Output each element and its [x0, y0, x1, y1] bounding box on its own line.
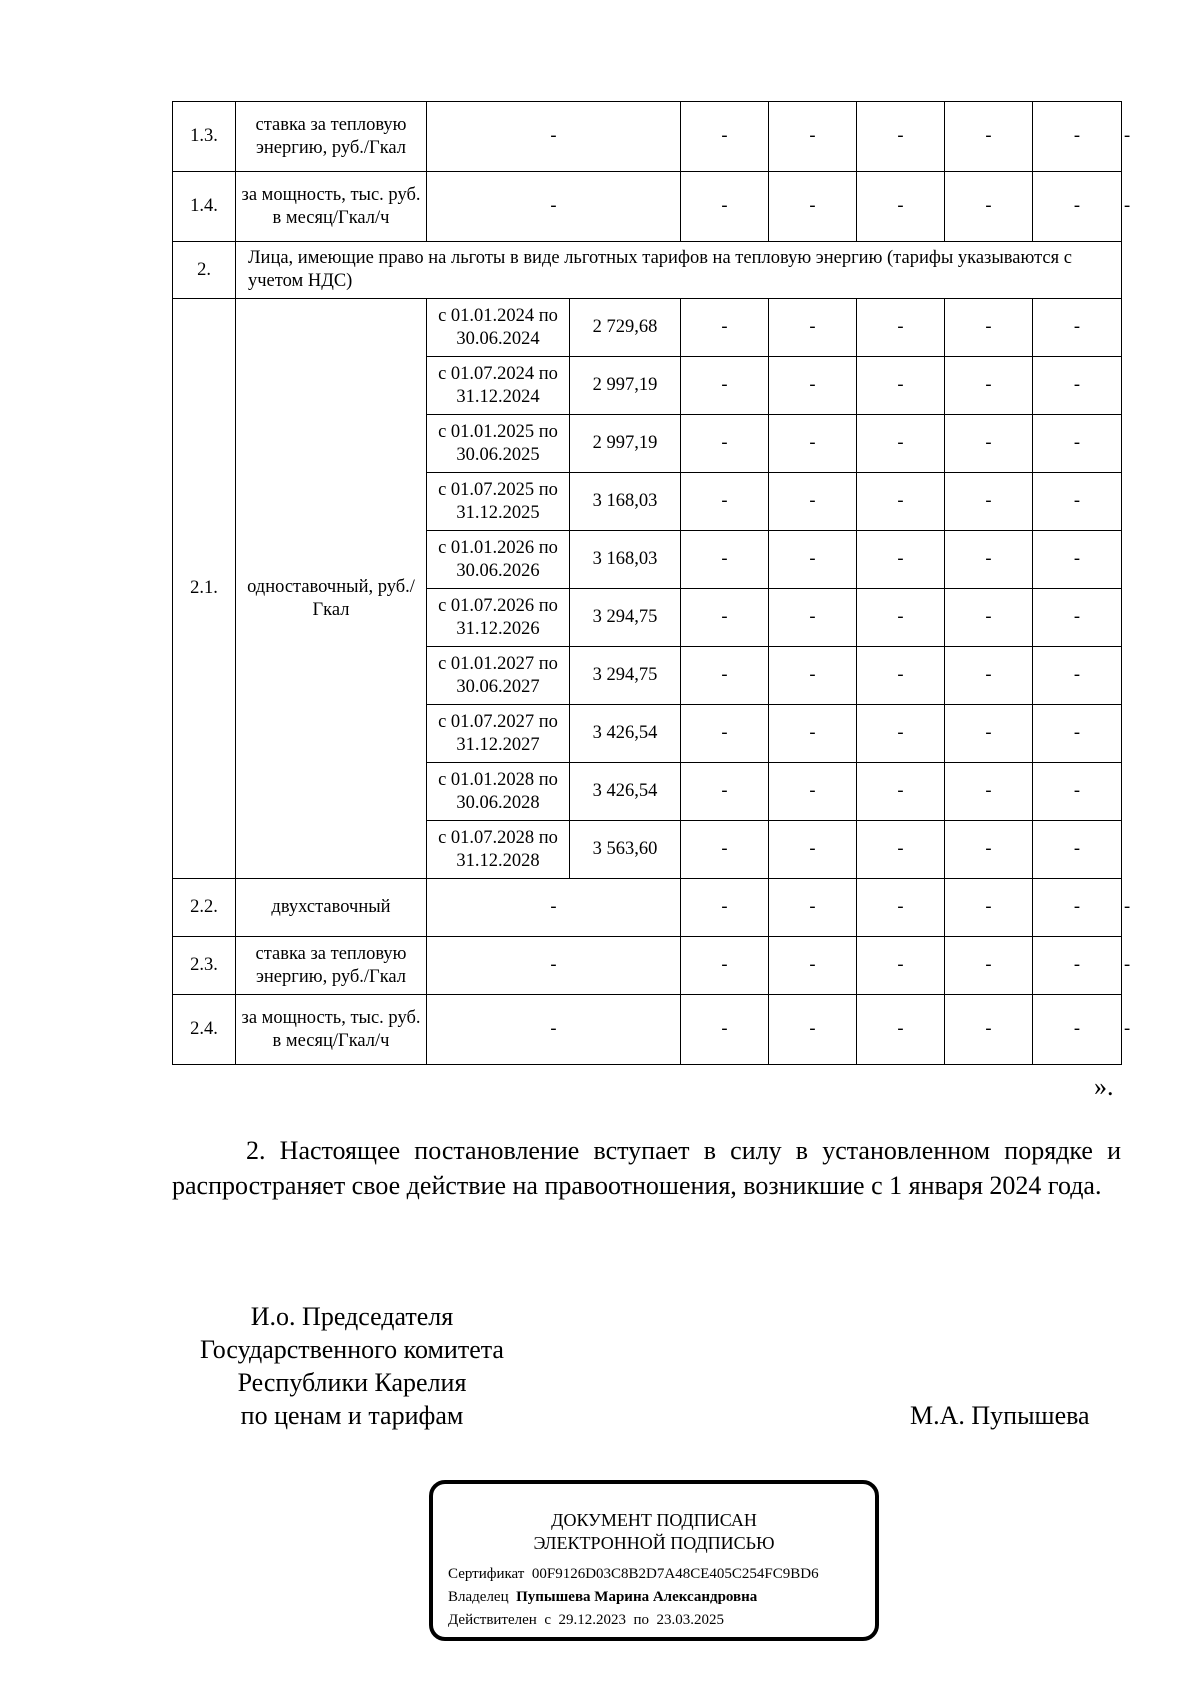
signatory-name: М.А. Пупышева — [910, 1401, 1090, 1430]
table-cell: - — [945, 415, 1033, 473]
table-cell: - — [857, 531, 945, 589]
table-cell: - — [1033, 531, 1122, 589]
table-cell: - — [1033, 705, 1122, 763]
stamp-owner: Владелец Пупышева Марина Александровна — [448, 1589, 758, 1605]
table-cell: - — [1033, 299, 1122, 357]
table-cell: - — [945, 589, 1033, 647]
signatory-title — [172, 1300, 532, 1432]
table-cell: - — [857, 589, 945, 647]
table-cell: - — [945, 821, 1033, 879]
row-number: 2.1. — [173, 299, 236, 879]
table-row: 1.4. за мощность, тыс. руб. в месяц/Гкал/ч - - - - - - - — [173, 172, 1122, 242]
tariff-value: 2 729,68 — [570, 299, 681, 357]
stamp-title-line: ЭЛЕКТРОННОЙ ПОДПИСЬЮ — [533, 1533, 775, 1553]
table-cell: - — [1033, 821, 1122, 879]
table-cell: - — [1033, 937, 1122, 995]
table-cell: - — [1033, 172, 1122, 242]
table-cell: - — [427, 102, 681, 172]
electronic-signature-stamp — [429, 1480, 879, 1641]
tariff-value: 3 563,60 — [570, 821, 681, 879]
row-number: 2.4. — [173, 995, 236, 1065]
row-number: 2.2. — [173, 879, 236, 937]
table-cell: - — [945, 473, 1033, 531]
table-cell: - — [1033, 879, 1122, 937]
table-row: 2.4. за мощность, тыс. руб. в месяц/Гкал/ч - - - - - - - — [173, 995, 1122, 1065]
tariff-value: 3 294,75 — [570, 589, 681, 647]
signatory-title-line: И.о. Председателя — [250, 1302, 454, 1331]
table-cell: - — [681, 172, 769, 242]
table-cell: - — [681, 415, 769, 473]
period-cell: с 01.07.2024 по 31.12.2024 — [427, 357, 570, 415]
row-label: ставка за тепловую энергию, руб./Гкал — [236, 102, 427, 172]
section-header-row — [173, 242, 1122, 299]
row-label: за мощность, тыс. руб. в месяц/Гкал/ч — [236, 172, 427, 242]
closing-quote: ». — [1094, 1072, 1114, 1101]
table-cell: - — [945, 531, 1033, 589]
row-label: двухставочный — [236, 879, 427, 937]
table-cell: - — [857, 172, 945, 242]
table-cell: - — [681, 102, 769, 172]
period-cell: с 01.01.2025 по 30.06.2025 — [427, 415, 570, 473]
stamp-certificate: Сертификат 00F9126D03C8B2D7A48CE405C254FC9BD6 — [448, 1566, 819, 1582]
table-cell: - — [857, 357, 945, 415]
table-cell: - — [769, 102, 857, 172]
table-cell: - — [769, 937, 857, 995]
stamp-title — [433, 1509, 875, 1555]
table-cell: - — [857, 763, 945, 821]
table-cell: - — [1033, 589, 1122, 647]
tariff-value: 3 426,54 — [570, 705, 681, 763]
table-cell: - — [769, 995, 857, 1065]
table-cell: - — [681, 937, 769, 995]
table-cell: - — [427, 937, 681, 995]
table-cell: - — [769, 357, 857, 415]
period-cell: с 01.07.2027 по 31.12.2027 — [427, 705, 570, 763]
signatory-title-line: Государственного комитета — [200, 1335, 504, 1364]
table-cell: - — [769, 589, 857, 647]
tariff-value: 2 997,19 — [570, 415, 681, 473]
table-cell: - — [1033, 415, 1122, 473]
table-cell: - — [681, 589, 769, 647]
tariff-value: 3 426,54 — [570, 763, 681, 821]
table-cell: - — [681, 531, 769, 589]
table-cell: - — [681, 763, 769, 821]
table-cell: - — [857, 647, 945, 705]
table-cell: - — [857, 821, 945, 879]
table-cell: - — [769, 705, 857, 763]
tariff-table — [172, 101, 1131, 1065]
table-cell: - — [427, 172, 681, 242]
period-cell: с 01.01.2028 по 30.06.2028 — [427, 763, 570, 821]
table-cell: - — [681, 473, 769, 531]
table-cell: - — [681, 705, 769, 763]
table-row — [173, 299, 1122, 357]
table-row: 1.3. ставка за тепловую энергию, руб./Гкал - - - - - - - — [173, 102, 1122, 172]
table-row: 2.3. ставка за тепловую энергию, руб./Гкал - - - - - - - — [173, 937, 1122, 995]
table-cell: - — [945, 172, 1033, 242]
table-cell: - — [945, 995, 1033, 1065]
period-cell: с 01.01.2026 по 30.06.2026 — [427, 531, 570, 589]
table-cell: - — [681, 821, 769, 879]
row-label-text: одноставочный, руб./Гкал — [247, 576, 415, 620]
table-cell: - — [769, 415, 857, 473]
table-cell: - — [857, 937, 945, 995]
table-cell: - — [945, 763, 1033, 821]
signatory-title-line: Республики Карелия — [237, 1368, 467, 1397]
stamp-title-line: ДОКУМЕНТ ПОДПИСАН — [551, 1510, 757, 1530]
table-cell: - — [945, 357, 1033, 415]
table-cell: - — [1033, 357, 1122, 415]
table-row: 2.2. двухставочный - - - - - - - — [173, 879, 1122, 937]
table-cell: - — [769, 821, 857, 879]
table-cell: - — [769, 299, 857, 357]
row-number: 1.4. — [173, 172, 236, 242]
table-cell: - — [769, 473, 857, 531]
period-cell: с 01.07.2028 по 31.12.2028 — [427, 821, 570, 879]
table-cell: - — [769, 763, 857, 821]
table-cell: - — [1033, 102, 1122, 172]
table-cell: - — [1033, 647, 1122, 705]
period-cell: с 01.01.2027 по 30.06.2027 — [427, 647, 570, 705]
row-label: ставка за тепловую энергию, руб./Гкал — [236, 937, 427, 995]
table-cell: - — [945, 299, 1033, 357]
table-cell: - — [1033, 995, 1122, 1065]
row-label: за мощность, тыс. руб. в месяц/Гкал/ч — [236, 995, 427, 1065]
table-cell: - — [945, 647, 1033, 705]
period-cell: с 01.07.2025 по 31.12.2025 — [427, 473, 570, 531]
table-cell: - — [769, 531, 857, 589]
tariff-value: 3 168,03 — [570, 531, 681, 589]
section-title: Лица, имеющие право на льготы в виде льготных тарифов на тепловую энергию (тарифы указываются с учетом НДС) — [236, 242, 1122, 299]
signatory-title-line: по ценам и тарифам — [240, 1401, 464, 1430]
table-cell: - — [681, 879, 769, 937]
table-cell: - — [945, 879, 1033, 937]
table-cell: - — [857, 102, 945, 172]
table-cell: - — [769, 172, 857, 242]
tariff-value: 3 294,75 — [570, 647, 681, 705]
row-number: 2. — [173, 242, 236, 299]
table-cell: - — [681, 995, 769, 1065]
table-cell: - — [945, 102, 1033, 172]
effective-date-paragraph: 2. Настоящее постановление вступает в силу в установленном порядке и распространяет свое действие на правоотношения, возникшие с 1 января 2024 года. — [172, 1136, 1121, 1200]
table-cell: - — [857, 879, 945, 937]
tariff-value: 2 997,19 — [570, 357, 681, 415]
table-cell: - — [681, 299, 769, 357]
table-cell: - — [427, 995, 681, 1065]
table-cell: - — [857, 705, 945, 763]
period-cell: с 01.01.2024 по 30.06.2024 — [427, 299, 570, 357]
row-label — [236, 299, 427, 879]
table-cell: - — [857, 299, 945, 357]
table-cell: - — [857, 995, 945, 1065]
table-cell: - — [769, 879, 857, 937]
tariff-value: 3 168,03 — [570, 473, 681, 531]
table-cell: - — [857, 473, 945, 531]
stamp-validity: Действителен с 29.12.2023 по 23.03.2025 — [448, 1612, 725, 1628]
table-cell: - — [857, 415, 945, 473]
table-cell: - — [769, 647, 857, 705]
row-number: 1.3. — [173, 102, 236, 172]
table-cell: - — [1033, 473, 1122, 531]
period-cell: с 01.07.2026 по 31.12.2026 — [427, 589, 570, 647]
row-number: 2.3. — [173, 937, 236, 995]
table-cell: - — [681, 357, 769, 415]
table-cell: - — [427, 879, 681, 937]
table-cell: - — [1033, 763, 1122, 821]
table-cell: - — [945, 937, 1033, 995]
table-cell: - — [945, 705, 1033, 763]
table-cell: - — [681, 647, 769, 705]
